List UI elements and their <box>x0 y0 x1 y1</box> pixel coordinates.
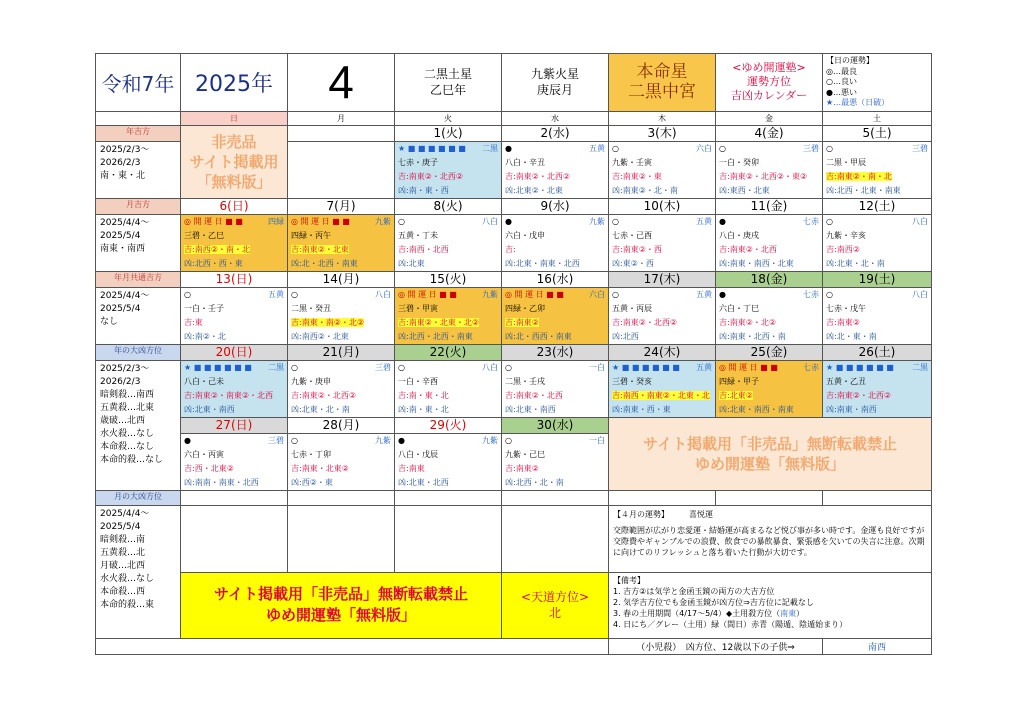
day-16-cell[interactable]: ◎ 開 運 日 ■ ■ 六白 四緑・乙卯 吉:南東② 凶:北・西西・南東 <box>502 287 609 344</box>
day-29-number: 29(火) <box>395 417 502 433</box>
day-16-number: 16(水) <box>502 271 609 287</box>
day-2-number: 2(水) <box>502 125 609 141</box>
empty <box>181 505 288 572</box>
day-17-cell[interactable]: ○ 五黄 五黄・丙辰 吉:南東②・北西② 凶:北西 <box>609 287 716 344</box>
day-21-cell[interactable]: ○ 三碧 九紫・庚申 吉:南東②・北西② 凶:北東・北・南 <box>288 360 395 417</box>
monthly-fortune: 【４月の運勢】 喜悦運 交際範囲が広がり恋愛運・結婚運が高まるなど悦び事が多い時です。金運も良好ですが交際費やギャンブルでの浪費、飲食での暴飲暴食、緊張感を欠いての失言に注意。次期に向けてのリフレッシュと落ち着いた行動が大切です。 <box>609 505 932 572</box>
empty <box>823 490 932 505</box>
day-13-number: 13(日) <box>181 271 288 287</box>
day-7-number: 7(月) <box>288 198 395 214</box>
dow-fri: 金 <box>716 111 823 125</box>
day-18-cell[interactable]: ● 七赤 六白・丁巳 吉:南東②・北② 凶:南東・北西・南 <box>716 287 823 344</box>
day-19-cell[interactable]: ○ 八白 七赤・戊午 吉:南東② 凶:北・東・南 <box>823 287 932 344</box>
day-30-cell[interactable]: ○ 一白 九紫・己巳 吉:南東② 凶:北西・北・南 <box>502 433 609 490</box>
day-3-number: 3(木) <box>609 125 716 141</box>
day-12-number: 12(土) <box>823 198 932 214</box>
day-14-cell[interactable]: ○ 八白 二黒・癸丑 吉:南東・南②・北② 凶:南西②・北東 <box>288 287 395 344</box>
day-22-number: 22(火) <box>395 344 502 360</box>
day-18-number: 18(金) <box>716 271 823 287</box>
day-27-number: 27(日) <box>181 417 288 433</box>
day-13-cell[interactable]: ○ 五黄 一白・壬子 吉:東 凶:南②・北 <box>181 287 288 344</box>
day-2-cell[interactable]: ● 五黄 八白・辛丑 吉:南東②・北西② 凶:北東②・北東 <box>502 141 609 198</box>
day-11-cell[interactable]: ● 七赤 八白・庚戌 吉:南東②・北西 凶:南東・南西・北東 <box>716 214 823 271</box>
notice-stamp: サイト掲載用「非売品」無断転載禁止 ゆめ開運塾「無料版」 <box>181 572 502 638</box>
empty <box>288 505 395 572</box>
day-15-number: 15(火) <box>395 271 502 287</box>
dow-blank <box>96 111 181 125</box>
era-label: 令和7年 <box>96 54 181 112</box>
day-fortune-legend: 【日の運勢】 ◎…最良 ○…良い ●…悪い ★…最悪（日破） <box>823 54 932 112</box>
day-11-number: 11(金) <box>716 198 823 214</box>
day-19-number: 19(土) <box>823 271 932 287</box>
day-23-cell[interactable]: ○ 一白 二黒・壬戌 吉:南東②・北西 凶:北東・南西 <box>502 360 609 417</box>
empty <box>502 490 609 505</box>
dow-mon: 月 <box>288 111 395 125</box>
day-26-number: 26(土) <box>823 344 932 360</box>
day-1-number: 1(火) <box>395 125 502 141</box>
dow-sat: 土 <box>823 111 932 125</box>
year-bad-header: 年の大凶方位 <box>96 344 181 360</box>
day-6-number: 6(日) <box>181 198 288 214</box>
day-21-number: 21(月) <box>288 344 395 360</box>
day-14-number: 14(月) <box>288 271 395 287</box>
day-24-cell[interactable]: ★ ■ ■ ■ ■ ■ ■ 五黄 三碧・癸亥 吉:南西・南東②・北東・北 凶:南東・西・東 <box>609 360 716 417</box>
day-25-cell[interactable]: ◎ 開 運 日 ■ ■ 七赤 四緑・甲子 吉:北東② 凶:北東・南西・南東 <box>716 360 823 417</box>
dow-thu: 木 <box>609 111 716 125</box>
month-lucky-header: 月吉方 <box>96 198 181 214</box>
day-17-number: 17(木) <box>609 271 716 287</box>
day-10-number: 10(木) <box>609 198 716 214</box>
empty <box>502 505 609 572</box>
day-4-number: 4(金) <box>716 125 823 141</box>
empty <box>181 490 288 505</box>
empty <box>96 638 609 654</box>
day-25-number: 25(金) <box>716 344 823 360</box>
year-bad-body: 2025/2/3～ 2026/2/3 暗剣殺…南西 五黄殺…北東 歳破…北西 水火殺…なし 本命殺…なし 本命的殺…なし <box>96 360 181 490</box>
month-bad-body: 2025/4/4～ 2025/5/4 暗剣殺…南 五黄殺…北 月破…北西 水火殺…なし 本命殺…西 本命的殺…東 <box>96 505 181 638</box>
empty <box>395 505 502 572</box>
day-12-cell[interactable]: ○ 八白 九紫・辛亥 吉:南西② 凶:北東・北・南 <box>823 214 932 271</box>
year-label: 2025年 <box>181 54 288 112</box>
month-star: 九紫火星 庚辰月 <box>502 54 609 112</box>
dow-sun: 日 <box>181 111 288 125</box>
day-10-cell[interactable]: ○ 五黄 七赤・己酉 吉:南東②・西 凶:東②・西 <box>609 214 716 271</box>
common-lucky-body: 2025/4/4～ 2025/5/4 なし <box>96 287 181 344</box>
day-empty <box>288 125 395 141</box>
day-5-cell[interactable]: ○ 三碧 二黒・甲辰 吉:南東②・南・北 凶:北西・北東・南東 <box>823 141 932 198</box>
notes: 【備考】 1. 吉方②は気学と金函玉鏡の両方の大吉方位 2. 気学吉方位でも金函玉鏡が凶方位⇒吉方位に記載なし 3. 春の土用期間（4/17～5/4）◆土用殺方位（南東） 4. 日にち／グレー（土用）緑（間日）赤青（陽遁、陰遁始まり） <box>609 572 932 638</box>
yume-title: <ゆめ開運塾> 運勢方位 吉凶カレンダー <box>716 54 823 112</box>
dow-wed: 水 <box>502 111 609 125</box>
month-number: 4 <box>288 54 395 112</box>
day-23-number: 23(水) <box>502 344 609 360</box>
day-22-cell[interactable]: ○ 八白 一白・辛酉 吉:南・東・北 凶:南・東・北 <box>395 360 502 417</box>
day-26-cell[interactable]: ★ ■ ■ ■ ■ ■ ■ 二黒 五黄・乙丑 吉:南東②・北西② 凶:南東・南西 <box>823 360 932 417</box>
day-empty-cell <box>288 141 395 198</box>
notice-side: 非売品 サイト掲載用 「無料版」 <box>181 125 288 198</box>
day-29-cell[interactable]: ● 九紫 八白・戊辰 吉:南東 凶:北東・北西 <box>395 433 502 490</box>
empty <box>395 490 502 505</box>
calendar-table <box>95 53 932 655</box>
month-bad-header: 月の大凶方位 <box>96 490 181 505</box>
day-7-cell[interactable]: ◎ 開 運 日 ■ ■ 九紫 四緑・丙午 吉:南東②・北東 凶:北・北西・南東 <box>288 214 395 271</box>
honmei-star: 本命星 二黒中宮 <box>609 54 716 112</box>
common-lucky-header: 年月共通吉方 <box>96 271 181 287</box>
day-30-number: 30(水) <box>502 417 609 433</box>
kid-kill-label: （小児殺） 凶方位、12歳以下の子供⇒ <box>609 638 823 654</box>
calendar-sheet <box>95 53 931 670</box>
kid-kill-direction: 南西 <box>823 638 932 654</box>
day-9-cell[interactable]: ● 九紫 六白・戊申 吉: 凶:北東・南東・北西 <box>502 214 609 271</box>
day-5-number: 5(土) <box>823 125 932 141</box>
year-lucky-body: 2025/2/3～ 2026/2/3 南・東・北 <box>96 141 181 198</box>
day-20-number: 20(日) <box>181 344 288 360</box>
month-lucky-body: 2025/4/4～ 2025/5/4 南東・南西 <box>96 214 181 271</box>
day-8-cell[interactable]: ○ 八白 五黄・丁未 吉:南西・北西 凶:北東 <box>395 214 502 271</box>
day-28-cell[interactable]: ○ 九紫 七赤・丁卯 吉:南東・北東② 凶:西②・東 <box>288 433 395 490</box>
day-9-number: 9(水) <box>502 198 609 214</box>
year-lucky-header: 年吉方 <box>96 125 181 141</box>
day-15-cell[interactable]: ◎ 開 運 日 ■ ■ 九紫 三碧・甲寅 吉:南東②・北東・北② 凶:北西・北西・南東 <box>395 287 502 344</box>
day-6-cell[interactable]: ◎ 開 運 日 ■ ■ 四緑 三碧・乙巳 吉:南西②・南・北 凶:北西・西・東 <box>181 214 288 271</box>
day-27-cell[interactable]: ● 三碧 六白・丙寅 吉:西・北東② 凶:南南・南東・北西 <box>181 433 288 490</box>
day-3-cell[interactable]: ○ 六白 九紫・壬寅 吉:南東②・東 凶:南東②・北・南 <box>609 141 716 198</box>
day-28-number: 28(月) <box>288 417 395 433</box>
day-20-cell[interactable]: ★ ■ ■ ■ ■ ■ ■ 二黒 八白・己未 吉:南東②・南東②・北西 凶:北東・南西 <box>181 360 288 417</box>
day-24-number: 24(木) <box>609 344 716 360</box>
tendo-direction: <天道方位> 北 <box>502 572 609 638</box>
notice-box: サイト掲載用「非売品」無断転載禁止 ゆめ開運塾「無料版」 <box>609 417 932 490</box>
day-1-cell[interactable]: ★ ■ ■ ■ ■ ■ ■ 二黒 七赤・庚子 吉:南東②・北西② 凶:南・東・西 <box>395 141 502 198</box>
empty <box>716 490 823 505</box>
dow-tue: 火 <box>395 111 502 125</box>
day-4-cell[interactable]: ○ 三碧 一白・癸卯 吉:南東②・北西②・東② 凶:東西・北東 <box>716 141 823 198</box>
empty <box>288 490 395 505</box>
empty <box>609 490 716 505</box>
day-8-number: 8(火) <box>395 198 502 214</box>
year-star: 二黒土星 乙巳年 <box>395 54 502 112</box>
